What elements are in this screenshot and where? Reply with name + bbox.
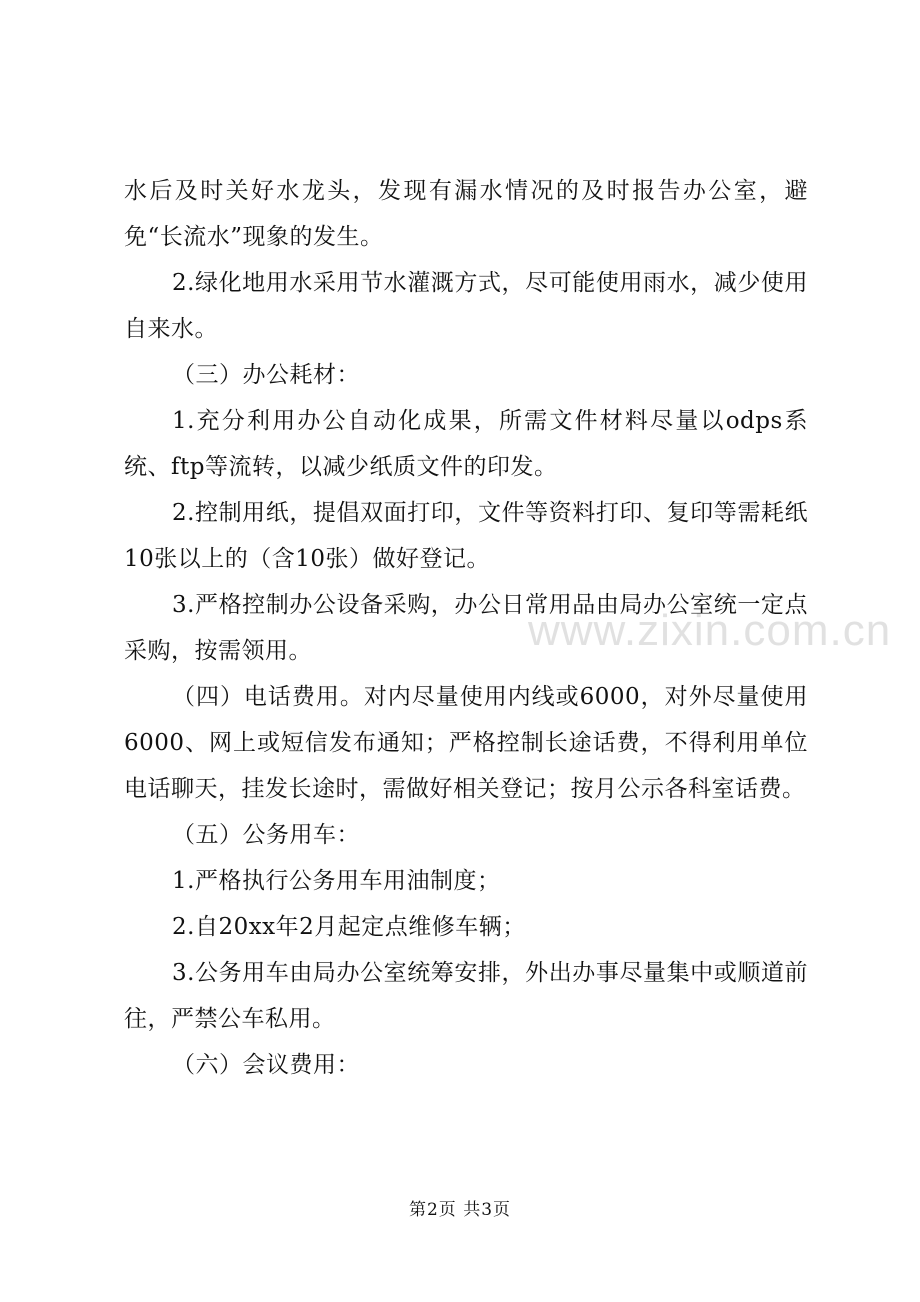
page-footer: 第2页 共3页 xyxy=(408,1200,512,1220)
section-heading-phone-costs: （四）电话费用。对内尽量使用内线或6000，对外尽量使用6000、网上或短信发布通知；严格控制长途话费，不得利用单位电话聊天，挂发长途时，需做好相关登记；按月公示各科室话费。 xyxy=(124,684,808,802)
paragraph-vehicle-maintenance: 2.自20xx年2月起定点维修车辆； xyxy=(172,914,526,940)
section-heading-official-vehicles: （五）公务用车： xyxy=(172,822,360,848)
section-heading-office-supplies: （三）办公耗材： xyxy=(172,362,360,388)
paragraph-vehicle-scheduling: 3.公务用车由局办公室统筹安排，外出办事尽量集中或顺道前往，严禁公车私用。 xyxy=(124,960,808,1032)
paragraph-continuation: 水后及时关好水龙头，发现有漏水情况的及时报告办公室，避免“长流水”现象的发生。 xyxy=(124,178,808,250)
paragraph-greening-water: 2.绿化地用水采用节水灌溉方式，尽可能使用雨水，减少使用自来水。 xyxy=(124,270,808,342)
paragraph-office-automation: 1.充分利用办公自动化成果，所需文件材料尽量以odps系统、ftp等流转，以减少纸质文件的印发。 xyxy=(124,408,808,480)
paragraph-equipment-purchase: 3.严格控制办公设备采购，办公日常用品由局办公室统一定点采购，按需领用。 xyxy=(124,592,808,664)
paragraph-paper-control: 2.控制用纸，提倡双面打印，文件等资料打印、复印等需耗纸10张以上的（含10张）做好登记。 xyxy=(124,500,808,572)
document-body xyxy=(124,168,808,1088)
paragraph-fuel-policy: 1.严格执行公务用车用油制度； xyxy=(172,868,501,894)
section-heading-meeting-costs: （六）会议费用： xyxy=(172,1052,360,1078)
watermark: www.zixin.com.cn xyxy=(528,606,892,655)
